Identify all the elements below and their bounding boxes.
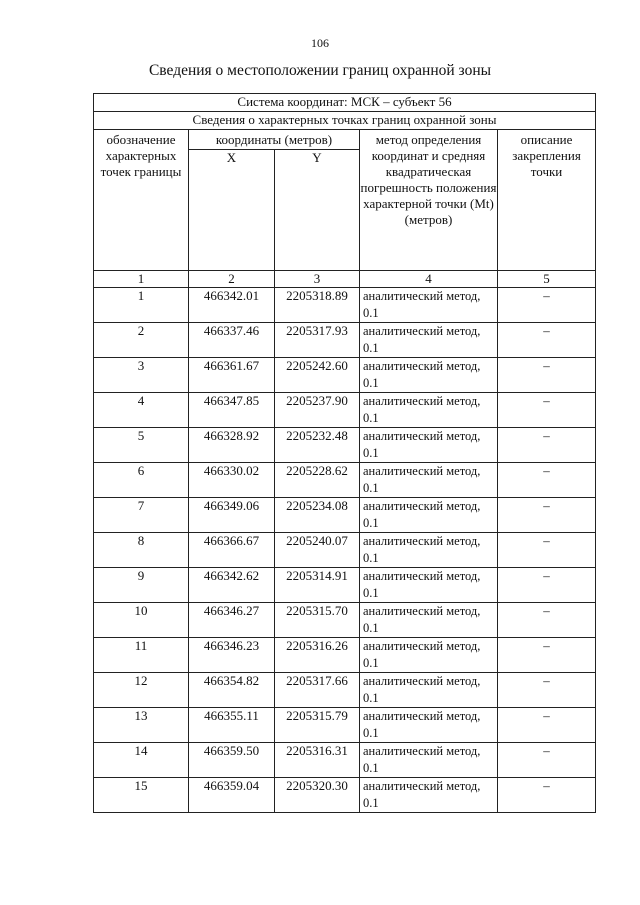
point-number-cell: 12 xyxy=(94,673,189,708)
x-coordinate-cell: 466330.02 xyxy=(189,463,275,498)
description-cell: – xyxy=(498,708,596,743)
y-coordinate-cell: 2205316.31 xyxy=(275,743,360,778)
column-number-row xyxy=(94,271,596,288)
description-cell: – xyxy=(498,533,596,568)
column-number: 2 xyxy=(189,271,275,288)
header-method: метод определения координат и средняя квадратическая погрешность положения характерной точки (Mt) (метров) xyxy=(360,130,498,271)
table-row xyxy=(94,288,596,323)
y-coordinate-cell: 2205317.66 xyxy=(275,673,360,708)
y-coordinate-cell: 2205228.62 xyxy=(275,463,360,498)
description-cell: – xyxy=(498,323,596,358)
point-number-cell: 8 xyxy=(94,533,189,568)
y-coordinate-cell: 2205314.91 xyxy=(275,568,360,603)
description-cell: – xyxy=(498,603,596,638)
x-coordinate-cell: 466346.27 xyxy=(189,603,275,638)
description-cell: – xyxy=(498,743,596,778)
description-cell: – xyxy=(498,428,596,463)
column-number: 3 xyxy=(275,271,360,288)
table-row xyxy=(94,533,596,568)
x-coordinate-cell: 466346.23 xyxy=(189,638,275,673)
x-coordinate-cell: 466355.11 xyxy=(189,708,275,743)
table-row xyxy=(94,463,596,498)
y-coordinate-cell: 2205234.08 xyxy=(275,498,360,533)
point-number-cell: 13 xyxy=(94,708,189,743)
y-coordinate-cell: 2205240.07 xyxy=(275,533,360,568)
point-number-cell: 3 xyxy=(94,358,189,393)
method-cell: аналитический метод, 0.1 xyxy=(360,288,498,323)
y-coordinate-cell: 2205232.48 xyxy=(275,428,360,463)
point-number-cell: 10 xyxy=(94,603,189,638)
column-number: 1 xyxy=(94,271,189,288)
y-coordinate-cell: 2205316.26 xyxy=(275,638,360,673)
table-row xyxy=(94,358,596,393)
method-cell: аналитический метод, 0.1 xyxy=(360,708,498,743)
header-coords: координаты (метров) xyxy=(189,130,360,150)
description-cell: – xyxy=(498,673,596,708)
method-cell: аналитический метод, 0.1 xyxy=(360,533,498,568)
document-title: Сведения о местоположении границ охранной зоны xyxy=(148,62,492,79)
method-cell: аналитический метод, 0.1 xyxy=(360,568,498,603)
table-row xyxy=(94,498,596,533)
point-number-cell: 14 xyxy=(94,743,189,778)
x-coordinate-cell: 466347.85 xyxy=(189,393,275,428)
x-coordinate-cell: 466359.50 xyxy=(189,743,275,778)
header-y: Y xyxy=(275,150,360,271)
method-cell: аналитический метод, 0.1 xyxy=(360,673,498,708)
x-coordinate-cell: 466342.62 xyxy=(189,568,275,603)
table-row xyxy=(94,638,596,673)
point-number-cell: 1 xyxy=(94,288,189,323)
x-coordinate-cell: 466361.67 xyxy=(189,358,275,393)
column-number: 5 xyxy=(498,271,596,288)
y-coordinate-cell: 2205242.60 xyxy=(275,358,360,393)
x-coordinate-cell: 466349.06 xyxy=(189,498,275,533)
page-number: 106 xyxy=(311,36,329,50)
point-number-cell: 9 xyxy=(94,568,189,603)
coordinate-system: Система координат: МСК – субъект 56 xyxy=(94,94,596,112)
table-row xyxy=(94,568,596,603)
point-number-cell: 7 xyxy=(94,498,189,533)
method-cell: аналитический метод, 0.1 xyxy=(360,463,498,498)
y-coordinate-cell: 2205237.90 xyxy=(275,393,360,428)
description-cell: – xyxy=(498,568,596,603)
y-coordinate-cell: 2205315.79 xyxy=(275,708,360,743)
description-cell: – xyxy=(498,778,596,813)
x-coordinate-cell: 466328.92 xyxy=(189,428,275,463)
description-cell: – xyxy=(498,288,596,323)
y-coordinate-cell: 2205320.30 xyxy=(275,778,360,813)
point-number-cell: 4 xyxy=(94,393,189,428)
table-row xyxy=(94,603,596,638)
x-coordinate-cell: 466359.04 xyxy=(189,778,275,813)
method-cell: аналитический метод, 0.1 xyxy=(360,498,498,533)
table-row xyxy=(94,428,596,463)
method-cell: аналитический метод, 0.1 xyxy=(360,323,498,358)
method-cell: аналитический метод, 0.1 xyxy=(360,603,498,638)
y-coordinate-cell: 2205317.93 xyxy=(275,323,360,358)
description-cell: – xyxy=(498,463,596,498)
header-description: описание закрепления точки xyxy=(498,130,596,271)
table-row xyxy=(94,673,596,708)
coordinates-table xyxy=(93,93,596,813)
header-point: обозначение характерных точек границы xyxy=(94,130,189,271)
header-x: X xyxy=(189,150,275,271)
table-row xyxy=(94,323,596,358)
point-number-cell: 5 xyxy=(94,428,189,463)
x-coordinate-cell: 466366.67 xyxy=(189,533,275,568)
description-cell: – xyxy=(498,498,596,533)
point-number-cell: 6 xyxy=(94,463,189,498)
x-coordinate-cell: 466337.46 xyxy=(189,323,275,358)
y-coordinate-cell: 2205318.89 xyxy=(275,288,360,323)
method-cell: аналитический метод, 0.1 xyxy=(360,743,498,778)
point-number-cell: 15 xyxy=(94,778,189,813)
column-number: 4 xyxy=(360,271,498,288)
table-row xyxy=(94,708,596,743)
x-coordinate-cell: 466342.01 xyxy=(189,288,275,323)
method-cell: аналитический метод, 0.1 xyxy=(360,428,498,463)
method-cell: аналитический метод, 0.1 xyxy=(360,638,498,673)
table-subtitle: Сведения о характерных точках границ охранной зоны xyxy=(94,112,596,130)
table-row xyxy=(94,393,596,428)
y-coordinate-cell: 2205315.70 xyxy=(275,603,360,638)
description-cell: – xyxy=(498,358,596,393)
x-coordinate-cell: 466354.82 xyxy=(189,673,275,708)
point-number-cell: 11 xyxy=(94,638,189,673)
method-cell: аналитический метод, 0.1 xyxy=(360,778,498,813)
method-cell: аналитический метод, 0.1 xyxy=(360,393,498,428)
table-row xyxy=(94,778,596,813)
table-row xyxy=(94,743,596,778)
point-number-cell: 2 xyxy=(94,323,189,358)
method-cell: аналитический метод, 0.1 xyxy=(360,358,498,393)
description-cell: – xyxy=(498,393,596,428)
description-cell: – xyxy=(498,638,596,673)
